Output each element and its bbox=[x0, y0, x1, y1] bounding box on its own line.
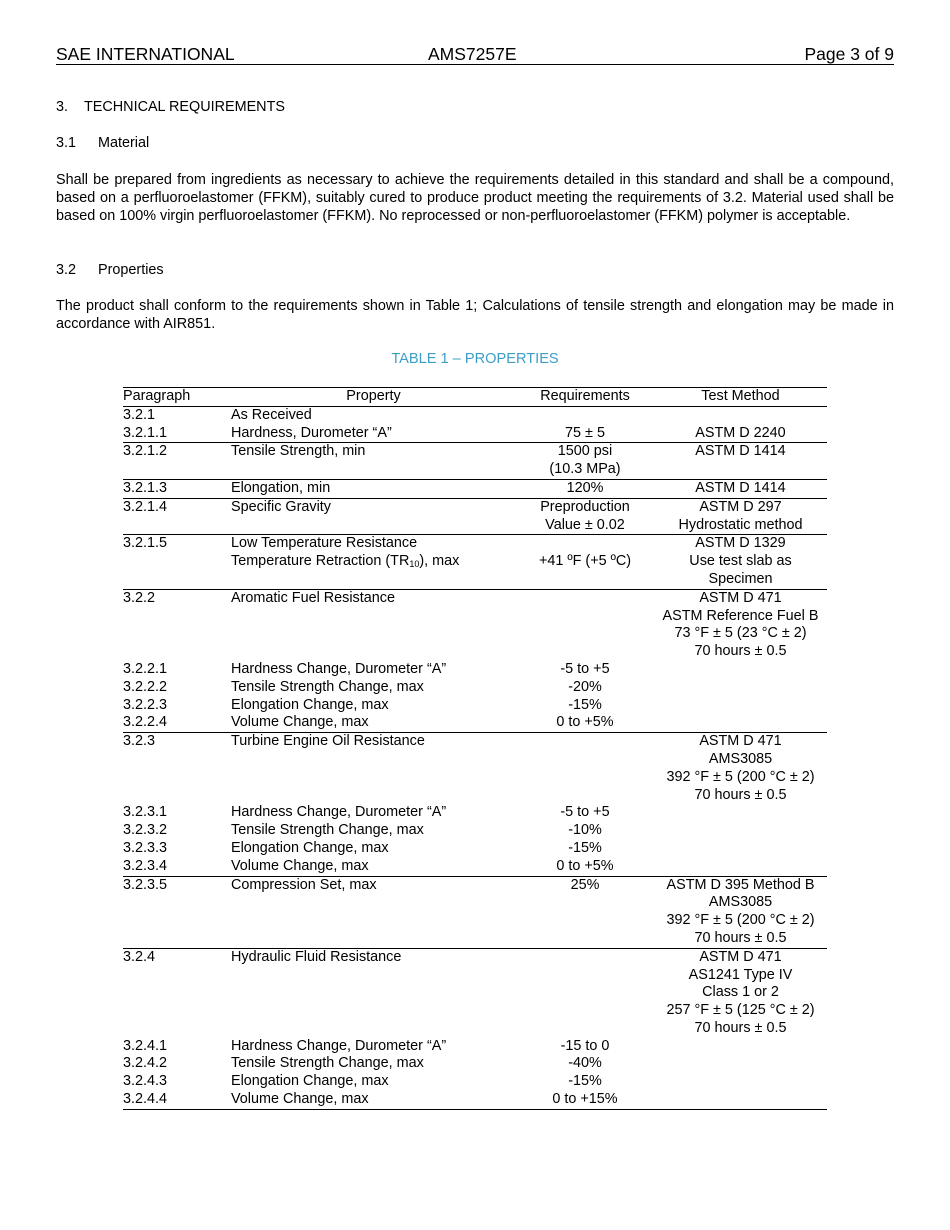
row-property: Specific Gravity bbox=[231, 498, 516, 535]
row-paragraph: 3.2.1.2 bbox=[123, 443, 231, 480]
row-test-method: ASTM D 1414 bbox=[654, 479, 827, 498]
row-test-method bbox=[654, 858, 827, 876]
row-requirement: -15% bbox=[568, 1073, 602, 1090]
row-property: Aromatic Fuel Resistance bbox=[231, 589, 395, 606]
column-header-paragraph: Paragraph bbox=[123, 388, 231, 407]
table-row bbox=[123, 948, 827, 1037]
header-org: SAE INTERNATIONAL bbox=[56, 44, 235, 64]
table-row bbox=[123, 535, 827, 589]
row-property: Compression Set, max bbox=[231, 876, 516, 948]
row-test-method bbox=[654, 1038, 827, 1056]
table-row bbox=[123, 1038, 827, 1056]
row-test-method: ASTM D 2240 bbox=[654, 425, 827, 443]
row-test-method bbox=[654, 804, 827, 822]
row-paragraph: 3.2.3.2 bbox=[123, 822, 168, 839]
row-paragraph: 3.2.2.2 bbox=[123, 678, 168, 695]
row-requirement: -5 to +5 bbox=[560, 804, 610, 821]
row-requirement: 0 to +5% bbox=[516, 858, 654, 876]
header-page-number: Page 3 of 9 bbox=[804, 44, 894, 64]
section-3-heading bbox=[56, 98, 894, 116]
column-header-requirements: Requirements bbox=[516, 388, 654, 407]
row-test-method: ASTM D 395 Method B AMS3085 392 °F ± 5 (200 °C ± 2) 70 hours ± 0.5 bbox=[654, 876, 827, 948]
row-paragraph: 3.2.4.4 bbox=[123, 1091, 231, 1109]
row-paragraph: 3.2.3.4 bbox=[123, 858, 231, 876]
section-number: 3. bbox=[56, 99, 69, 115]
row-paragraph: 3.2.1.5 bbox=[123, 535, 231, 589]
row-paragraph: 3.2.1.1 bbox=[123, 425, 231, 443]
row-test-method bbox=[654, 714, 827, 732]
row-requirement: 25% bbox=[516, 876, 654, 948]
row-property: Hardness Change, Durometer “A” bbox=[231, 804, 447, 821]
row-requirement: -5 to +5 bbox=[560, 660, 610, 677]
row-test-method bbox=[654, 661, 827, 679]
row-paragraph: 3.2.4.2 bbox=[123, 1055, 168, 1072]
section-title: TECHNICAL REQUIREMENTS bbox=[84, 99, 285, 115]
row-test-method bbox=[654, 822, 827, 840]
row-paragraph: 3.2.2.4 bbox=[123, 714, 231, 732]
table-row bbox=[123, 1055, 827, 1073]
page-header bbox=[56, 44, 894, 65]
row-test-method bbox=[654, 1055, 827, 1073]
table-row bbox=[123, 822, 827, 840]
section-title: Material bbox=[98, 135, 150, 151]
row-paragraph: 3.2.1.3 bbox=[123, 479, 231, 498]
row-property: Volume Change, max bbox=[231, 714, 516, 732]
row-requirement: 0 to +5% bbox=[516, 714, 654, 732]
row-paragraph: 3.2.1.4 bbox=[123, 498, 231, 535]
row-paragraph: 3.2.4.3 bbox=[123, 1073, 168, 1090]
row-test-method bbox=[654, 1091, 827, 1109]
table-title: TABLE 1 – PROPERTIES bbox=[391, 351, 559, 367]
row-test-method bbox=[654, 1073, 827, 1091]
row-paragraph: 3.2.4 bbox=[123, 948, 156, 965]
table-row bbox=[123, 697, 827, 715]
row-property: Tensile Strength, min bbox=[231, 443, 516, 480]
row-requirement: -15% bbox=[568, 696, 602, 713]
row-paragraph: 3.2.1 bbox=[123, 406, 156, 423]
section-3-2-heading bbox=[56, 261, 894, 279]
row-paragraph: 3.2.2.1 bbox=[123, 660, 168, 677]
table-row bbox=[123, 498, 827, 535]
row-property: Elongation Change, max bbox=[231, 839, 389, 856]
section-number: 3.1 bbox=[56, 135, 77, 151]
row-test-method: ASTM D 471 ASTM Reference Fuel B 73 °F ± 5 (23 °C ± 2) 70 hours ± 0.5 bbox=[662, 589, 819, 660]
row-requirement bbox=[516, 733, 654, 805]
table-row bbox=[123, 714, 827, 732]
row-requirement: -40% bbox=[568, 1055, 602, 1072]
table-row bbox=[123, 804, 827, 822]
column-header-property: Property bbox=[231, 388, 516, 407]
row-requirement: Preproduction Value ± 0.02 bbox=[516, 498, 654, 535]
row-test-method bbox=[654, 406, 827, 424]
table-row bbox=[123, 443, 827, 480]
row-property: Tensile Strength Change, max bbox=[231, 822, 424, 839]
material-paragraph: Shall be prepared from ingredients as necessary to achieve the requirements detailed in this standard and shall be a compound, based on a perfluoroelastomer (FFKM), suitably cured to produce product meeting the requirements of 3.2. Material used shall be based on 100% virgin perfluoroelastomer (FFKM). No reprocessed or non-perfluoroelastomer (FFKM) polymer is acceptable. bbox=[56, 172, 894, 224]
row-paragraph: 3.2.4.1 bbox=[123, 1037, 168, 1054]
row-paragraph: 3.2.3.3 bbox=[123, 839, 168, 856]
row-test-method: ASTM D 471 AS1241 Type IV Class 1 or 2 257 °F ± 5 (125 °C ± 2) 70 hours ± 0.5 bbox=[666, 948, 815, 1036]
row-property: As Received bbox=[231, 406, 312, 423]
table-row bbox=[123, 876, 827, 948]
row-property: Low Temperature Resistance Temperature Retraction $(TR_{10})$, max bbox=[231, 535, 516, 589]
section-3-1-heading bbox=[56, 134, 894, 152]
row-requirement: 75 ± 5 bbox=[516, 425, 654, 443]
row-requirement bbox=[516, 406, 654, 424]
table-row bbox=[123, 679, 827, 697]
row-test-method: ASTM D 1329 Use test slab as Specimen bbox=[654, 535, 827, 589]
row-requirement bbox=[516, 589, 654, 661]
row-requirement: -15 to 0 bbox=[560, 1037, 610, 1054]
table-row bbox=[123, 479, 827, 498]
row-paragraph: 3.2.3 bbox=[123, 733, 156, 750]
properties-table bbox=[123, 387, 827, 1110]
row-test-method: ASTM D 471 AMS3085 392 °F ± 5 (200 °C ± 2) 70 hours ± 0.5 bbox=[666, 733, 815, 803]
row-paragraph: 3.2.3.1 bbox=[123, 804, 168, 821]
row-property: Elongation Change, max bbox=[231, 1073, 389, 1090]
table-row bbox=[123, 858, 827, 876]
table-row bbox=[123, 406, 827, 424]
row-property: Hydraulic Fluid Resistance bbox=[231, 948, 402, 965]
properties-paragraph: The product shall conform to the requirements shown in Table 1; Calculations of tensile strength and elongation may be made in accordance with AIR851. bbox=[56, 298, 894, 332]
row-requirement: 120% bbox=[516, 479, 654, 498]
row-property: Hardness, Durometer “A” bbox=[231, 425, 516, 443]
row-property: Tensile Strength Change, max bbox=[231, 1055, 424, 1072]
table-row bbox=[123, 425, 827, 443]
table-row bbox=[123, 1091, 827, 1109]
row-requirement: 0 to +15% bbox=[516, 1091, 654, 1109]
table-row bbox=[123, 661, 827, 679]
column-header-test-method: Test Method bbox=[654, 388, 827, 407]
row-requirement: +41 ºF (+5 ºC) bbox=[516, 535, 654, 589]
row-property: Hardness Change, Durometer “A” bbox=[231, 1037, 447, 1054]
row-test-method bbox=[654, 679, 827, 697]
section-title: Properties bbox=[98, 262, 164, 278]
row-requirement: -15% bbox=[568, 839, 602, 856]
row-paragraph: 3.2.3.5 bbox=[123, 876, 231, 948]
table-row bbox=[123, 733, 827, 805]
section-number: 3.2 bbox=[56, 262, 77, 278]
row-property: Turbine Engine Oil Resistance bbox=[231, 733, 425, 750]
row-test-method bbox=[654, 840, 827, 858]
row-property: Hardness Change, Durometer “A” bbox=[231, 660, 447, 677]
header-doc-id: AMS7257E bbox=[428, 44, 517, 64]
row-property: Tensile Strength Change, max bbox=[231, 678, 424, 695]
row-test-method: ASTM D 297 Hydrostatic method bbox=[654, 498, 827, 535]
row-paragraph: 3.2.2 bbox=[123, 589, 156, 606]
row-property: Volume Change, max bbox=[231, 1091, 516, 1109]
table-header-row bbox=[123, 388, 827, 407]
row-property: Elongation, min bbox=[231, 479, 516, 498]
table-row bbox=[123, 1073, 827, 1091]
row-paragraph: 3.2.2.3 bbox=[123, 696, 168, 713]
row-property: Volume Change, max bbox=[231, 858, 516, 876]
row-requirement bbox=[516, 948, 654, 1037]
row-property: Elongation Change, max bbox=[231, 696, 389, 713]
row-test-method: ASTM D 1414 bbox=[654, 443, 827, 480]
table-row bbox=[123, 840, 827, 858]
row-requirement: -10% bbox=[568, 822, 602, 839]
row-requirement: 1500 psi (10.3 MPa) bbox=[516, 443, 654, 480]
row-requirement: -20% bbox=[568, 678, 602, 695]
table-row bbox=[123, 589, 827, 661]
row-test-method bbox=[654, 697, 827, 715]
